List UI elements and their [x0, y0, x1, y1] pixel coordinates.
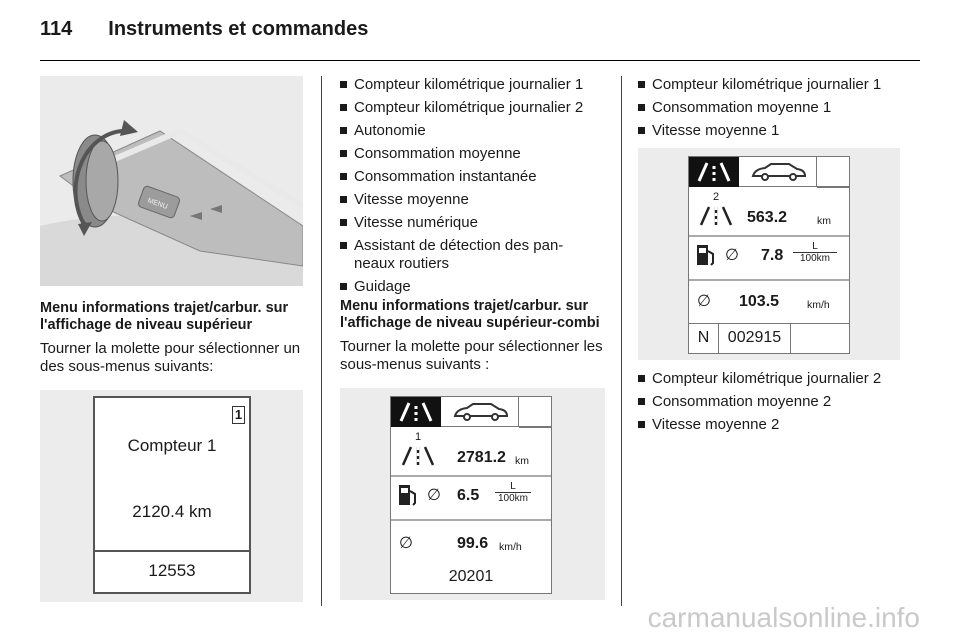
tab-line [817, 186, 849, 188]
page-title: Instruments et commandes [108, 18, 369, 40]
stalk-photo [40, 76, 303, 286]
cons-unit-top: L [510, 481, 516, 492]
list-item: Vitesse moyenne [340, 191, 605, 209]
list-item: Consommation moyenne 1 [638, 99, 920, 117]
display-illustration-1 [40, 390, 303, 602]
trip-speed: 103.5 [739, 293, 780, 310]
column-divider-1 [321, 76, 322, 606]
trip-distance: 563.2 [747, 209, 788, 226]
distance-unit: km [817, 215, 831, 227]
display-value: 2120.4 km [132, 502, 212, 521]
average-icon: ∅ [399, 535, 413, 552]
consumption-unit [793, 241, 837, 264]
row-divider [689, 279, 849, 281]
car-tab-icon [441, 397, 519, 427]
row-divider [689, 235, 849, 237]
trip-consumption: 6.5 [457, 487, 480, 504]
list-item: Vitesse moyenne 1 [638, 122, 920, 140]
watermark: carmanualsonline.info [647, 602, 920, 633]
column-divider-2 [621, 76, 622, 606]
page-header [40, 18, 368, 41]
submenu-list [340, 76, 605, 296]
list-item: Consommation instantanée [340, 168, 605, 186]
display-footer: 12553 [95, 550, 249, 592]
trip-consumption: 7.8 [761, 247, 784, 264]
odometer-value: 002915 [719, 324, 791, 353]
submenu-list-top [638, 76, 920, 140]
trip-road-icon [695, 205, 737, 227]
speed-unit: km/h [499, 541, 522, 553]
list-item: Autonomie [340, 122, 605, 140]
column-1 [40, 76, 303, 602]
display-title: Compteur 1 [127, 436, 217, 455]
stalk-illustration [40, 76, 303, 286]
section-heading: Menu informations trajet/carbur. sur l'affichage de niveau supérieur [40, 300, 289, 333]
list-item: Compteur kilométrique journalier 2 [638, 370, 920, 388]
cons-unit-top: L [812, 241, 818, 252]
section-paragraph: Tourner la molette pour sélectionner les sous-menus suivants : [340, 338, 603, 373]
fuel-pump-icon [695, 241, 717, 269]
list-item: Consommation moyenne 2 [638, 393, 920, 411]
row-divider [391, 519, 551, 521]
fuel-pump-icon [397, 481, 419, 509]
submenu-list-bottom [638, 370, 920, 434]
odometer-label: N [689, 324, 719, 353]
list-item: Compteur kilométrique journalier 1 [340, 76, 605, 94]
tab-line [519, 426, 551, 428]
trip-display [390, 396, 552, 594]
section-heading: Menu informations trajet/carbur. sur l'affichage de niveau supérieur-combi [340, 298, 600, 331]
trip-display [688, 156, 850, 354]
column-3 [638, 76, 920, 439]
display-illustration-3 [638, 148, 900, 360]
list-item: Assistant de détection des pan- neaux routiers [340, 237, 590, 273]
road-tab-icon [391, 397, 441, 427]
trip-road-icon [397, 445, 439, 467]
trip-number: 1 [415, 431, 422, 443]
page-number: 114 [40, 18, 73, 40]
car-tab-icon [739, 157, 817, 187]
distance-unit: km [515, 455, 529, 467]
trip-number: 2 [713, 191, 720, 203]
menu-button-label: MENU [146, 197, 169, 211]
list-item: Compteur kilométrique journalier 2 [340, 99, 605, 117]
trip-badge: 1 [232, 406, 245, 424]
list-item: Consommation moyenne [340, 145, 605, 163]
row-divider [391, 475, 551, 477]
header-rule [40, 60, 920, 61]
speed-unit: km/h [807, 299, 830, 311]
list-item: Vitesse moyenne 2 [638, 416, 920, 434]
cons-unit-bottom: 100km [495, 492, 531, 504]
list-item: Guidage [340, 278, 605, 296]
column-2 [340, 76, 605, 600]
average-icon: ∅ [725, 247, 739, 264]
trip-distance: 2781.2 [457, 449, 506, 466]
display-illustration-2 [340, 388, 605, 600]
average-icon: ∅ [427, 487, 441, 504]
list-item: Vitesse numérique [340, 214, 605, 232]
trip-speed: 99.6 [457, 535, 489, 552]
road-tab-icon [689, 157, 739, 187]
consumption-unit [495, 481, 531, 504]
list-item: Compteur kilométrique journalier 1 [638, 76, 920, 94]
average-icon: ∅ [697, 293, 711, 310]
cons-unit-bottom: 100km [793, 252, 837, 264]
odometer-row [689, 323, 849, 353]
odometer-display [93, 396, 251, 594]
display-footer: 20201 [448, 568, 494, 585]
section-paragraph: Tourner la molette pour sélectionner un des sous-menus suivants: [40, 340, 301, 375]
